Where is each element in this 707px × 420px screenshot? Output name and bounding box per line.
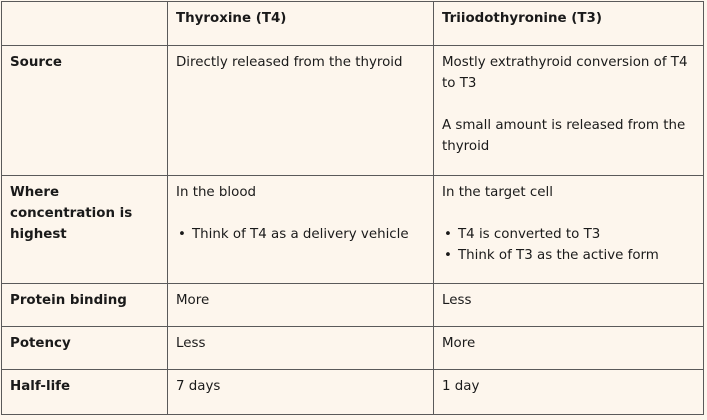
source-t3-text-2: A small amount is released from the thyroid xyxy=(442,118,686,154)
header-empty-cell xyxy=(2,2,168,46)
where-t4-bullet-list xyxy=(176,224,425,245)
row-label-protein-binding: Protein binding xyxy=(2,284,168,327)
where-t3-bullet-text-1: T4 is converted to T3 xyxy=(458,227,601,242)
where-t4-bullet-text: Think of T4 as a delivery vehicle xyxy=(192,227,409,242)
cell-protein-t3: Less xyxy=(434,284,704,327)
cell-potency-t3: More xyxy=(434,327,704,370)
cell-where-t3 xyxy=(434,176,704,284)
row-label-potency: Potency xyxy=(2,327,168,370)
cell-halflife-t4: 7 days xyxy=(168,370,434,415)
source-t4-text: Directly released from the thyroid xyxy=(176,55,403,70)
cell-potency-t4: Less xyxy=(168,327,434,370)
cell-source-t4 xyxy=(168,46,434,176)
table-row-potency xyxy=(2,327,704,370)
list-item xyxy=(442,224,695,245)
where-t3-bullet-text-2: Think of T3 as the active form xyxy=(458,248,659,263)
table-row-source xyxy=(2,46,704,176)
cell-halflife-t3: 1 day xyxy=(434,370,704,415)
row-label-source: Source xyxy=(2,46,168,176)
header-t3: Triiodothyronine (T3) xyxy=(434,2,704,46)
header-t4: Thyroxine (T4) xyxy=(168,2,434,46)
bullet-icon: • xyxy=(444,248,452,263)
hormone-comparison-table xyxy=(1,1,704,415)
where-t3-bullet-list xyxy=(442,224,695,266)
cell-where-t4 xyxy=(168,176,434,284)
row-label-half-life: Half-life xyxy=(2,370,168,415)
table-row-where xyxy=(2,176,704,284)
list-item xyxy=(442,245,695,266)
where-t3-text: In the target cell xyxy=(442,185,553,200)
bullet-icon: • xyxy=(178,227,186,242)
list-item xyxy=(176,224,425,245)
cell-protein-t4: More xyxy=(168,284,434,327)
table-row-protein-binding xyxy=(2,284,704,327)
bullet-icon: • xyxy=(444,227,452,242)
row-label-where: Where concentration is highest xyxy=(2,176,168,284)
table-header-row xyxy=(2,2,704,46)
source-t3-text-1: Mostly extrathyroid conversion of T4 to T3 xyxy=(442,55,688,91)
table-row-half-life xyxy=(2,370,704,415)
cell-source-t3 xyxy=(434,46,704,176)
where-t4-text: In the blood xyxy=(176,185,257,200)
